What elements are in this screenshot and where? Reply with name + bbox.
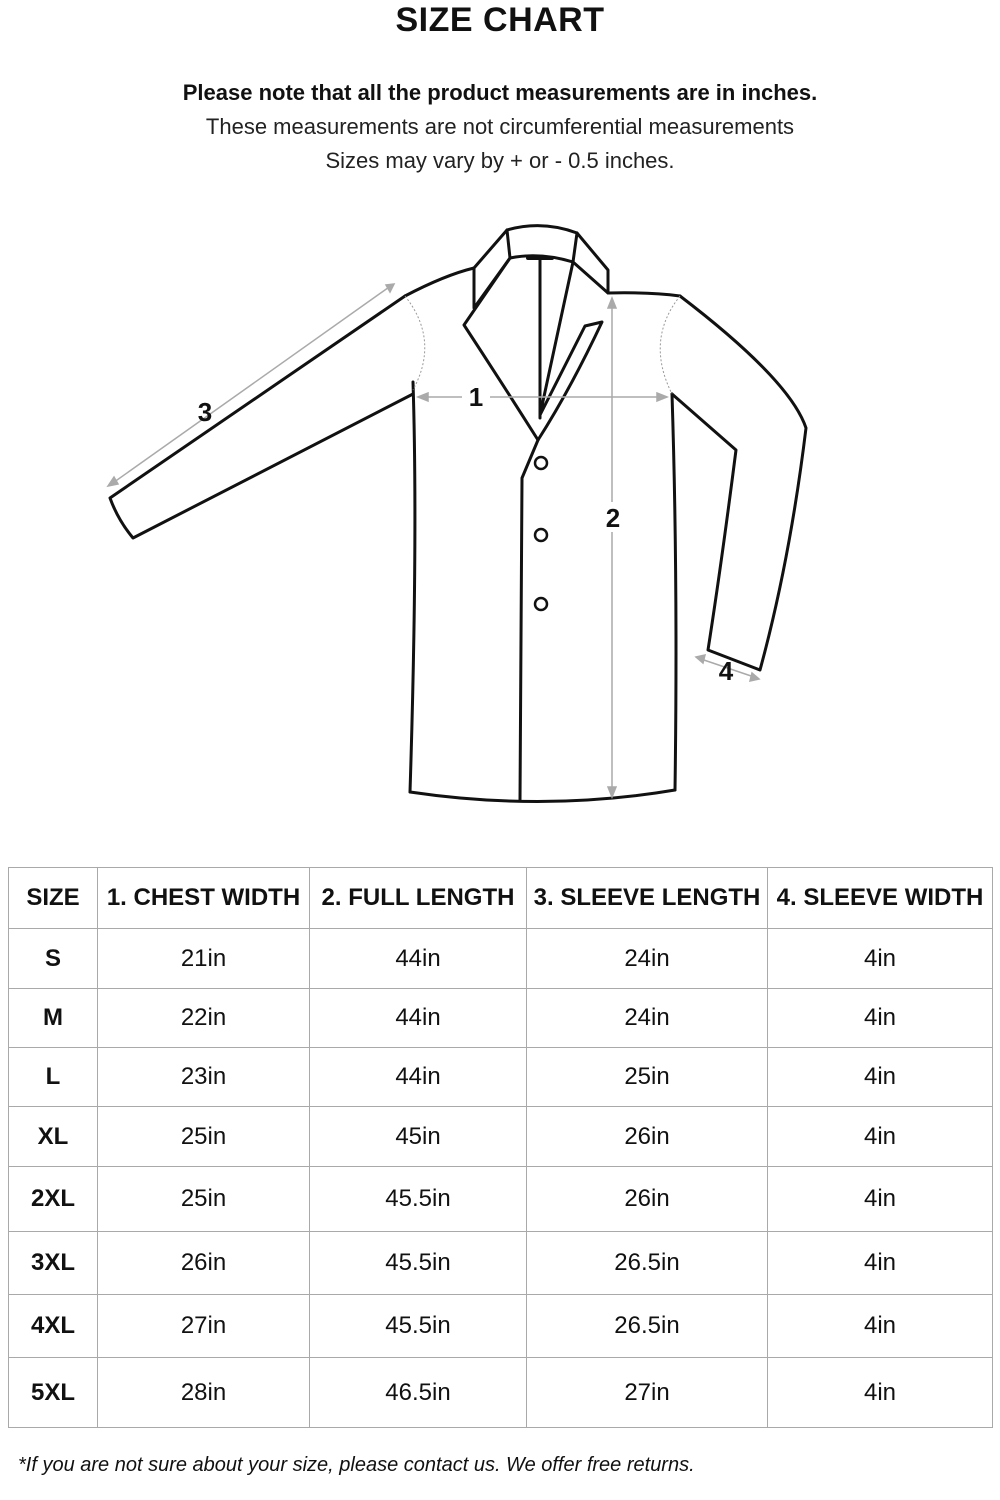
sleeve-width-cell: 4in — [768, 929, 993, 989]
label-sleeve-length: 3 — [197, 397, 213, 427]
table-header-row — [9, 868, 993, 929]
page-title: SIZE CHART — [395, 1, 605, 39]
table-row — [9, 1232, 993, 1295]
full-length-cell: 44in — [310, 989, 527, 1048]
left-collar — [474, 230, 510, 308]
sleeve-width-cell: 4in — [768, 1358, 993, 1428]
sleeve-width-cell: 4in — [768, 1295, 993, 1358]
chest-width-cell: 25in — [98, 1107, 310, 1167]
size-cell: XL — [9, 1107, 98, 1167]
button-1 — [535, 457, 547, 469]
header-chest-width: 1. CHEST WIDTH — [98, 868, 310, 929]
table-row — [9, 989, 993, 1048]
sleeve-width-cell: 4in — [768, 989, 993, 1048]
left-sleeve-outline — [110, 296, 413, 538]
label-sleeve-width: 4 — [718, 656, 734, 686]
table-row — [9, 1358, 993, 1428]
size-cell: 4XL — [9, 1295, 98, 1358]
size-cell: L — [9, 1048, 98, 1107]
sleeve-width-cell: 4in — [768, 1048, 993, 1107]
sleeve-length-cell: 24in — [527, 989, 768, 1048]
sleeve-length-cell: 27in — [527, 1358, 768, 1428]
measurement-note-line2: Sizes may vary by + or - 0.5 inches. — [325, 148, 675, 173]
button-2 — [535, 529, 547, 541]
size-cell: M — [9, 989, 98, 1048]
full-length-cell: 45.5in — [310, 1295, 527, 1358]
right-collar — [573, 233, 608, 293]
chest-width-cell: 23in — [98, 1048, 310, 1107]
right-armhole-seam — [660, 296, 680, 394]
size-cell: 5XL — [9, 1358, 98, 1428]
size-cell: 2XL — [9, 1167, 98, 1232]
sleeve-length-cell: 26.5in — [527, 1232, 768, 1295]
table-row — [9, 929, 993, 989]
chest-width-cell: 27in — [98, 1295, 310, 1358]
front-opening — [520, 440, 538, 800]
measurement-note-line1: These measurements are not circumferential measurements — [205, 114, 795, 139]
full-length-cell: 45in — [310, 1107, 527, 1167]
table-row — [9, 1107, 993, 1167]
left-shoulder — [405, 268, 474, 296]
label-full-length: 2 — [605, 503, 621, 533]
full-length-cell: 45.5in — [310, 1167, 527, 1232]
right-sleeve-outline — [672, 296, 806, 670]
label-chest-width: 1 — [468, 382, 484, 412]
measurement-note-bold: Please note that all the product measurements are in inches. — [182, 80, 818, 105]
sleeve-length-cell: 26.5in — [527, 1295, 768, 1358]
button-3 — [535, 598, 547, 610]
sleeve-width-cell: 4in — [768, 1107, 993, 1167]
header-size: SIZE — [9, 868, 98, 929]
full-length-cell: 46.5in — [310, 1358, 527, 1428]
body-right-outline — [672, 394, 676, 790]
coat-diagram — [0, 200, 1000, 820]
chest-width-cell: 28in — [98, 1358, 310, 1428]
full-length-cell: 44in — [310, 929, 527, 989]
header-sleeve-width: 4. SLEEVE WIDTH — [768, 868, 993, 929]
size-cell: S — [9, 929, 98, 989]
chest-width-cell: 21in — [98, 929, 310, 989]
full-length-cell: 45.5in — [310, 1232, 527, 1295]
sleeve-length-arrow — [110, 285, 392, 485]
hem-outline — [410, 790, 675, 802]
left-armhole-seam — [405, 296, 425, 390]
chest-width-cell: 22in — [98, 989, 310, 1048]
header-full-length: 2. FULL LENGTH — [310, 868, 527, 929]
header-sleeve-length: 3. SLEEVE LENGTH — [527, 868, 768, 929]
sleeve-length-cell: 25in — [527, 1048, 768, 1107]
sleeve-width-cell: 4in — [768, 1232, 993, 1295]
body-left-outline — [410, 382, 415, 792]
size-cell: 3XL — [9, 1232, 98, 1295]
table-row — [9, 1295, 993, 1358]
sleeve-length-cell: 26in — [527, 1167, 768, 1232]
right-shoulder — [608, 293, 680, 296]
sleeve-width-cell: 4in — [768, 1167, 993, 1232]
chest-width-cell: 26in — [98, 1232, 310, 1295]
footnote: *If you are not sure about your size, please contact us. We offer free returns. — [18, 1454, 695, 1476]
full-length-cell: 44in — [310, 1048, 527, 1107]
table-row — [9, 1048, 993, 1107]
chest-width-cell: 25in — [98, 1167, 310, 1232]
table-row — [9, 1167, 993, 1232]
sleeve-length-cell: 26in — [527, 1107, 768, 1167]
right-lapel — [538, 262, 602, 440]
size-table — [8, 867, 993, 1428]
sleeve-length-cell: 24in — [527, 929, 768, 989]
